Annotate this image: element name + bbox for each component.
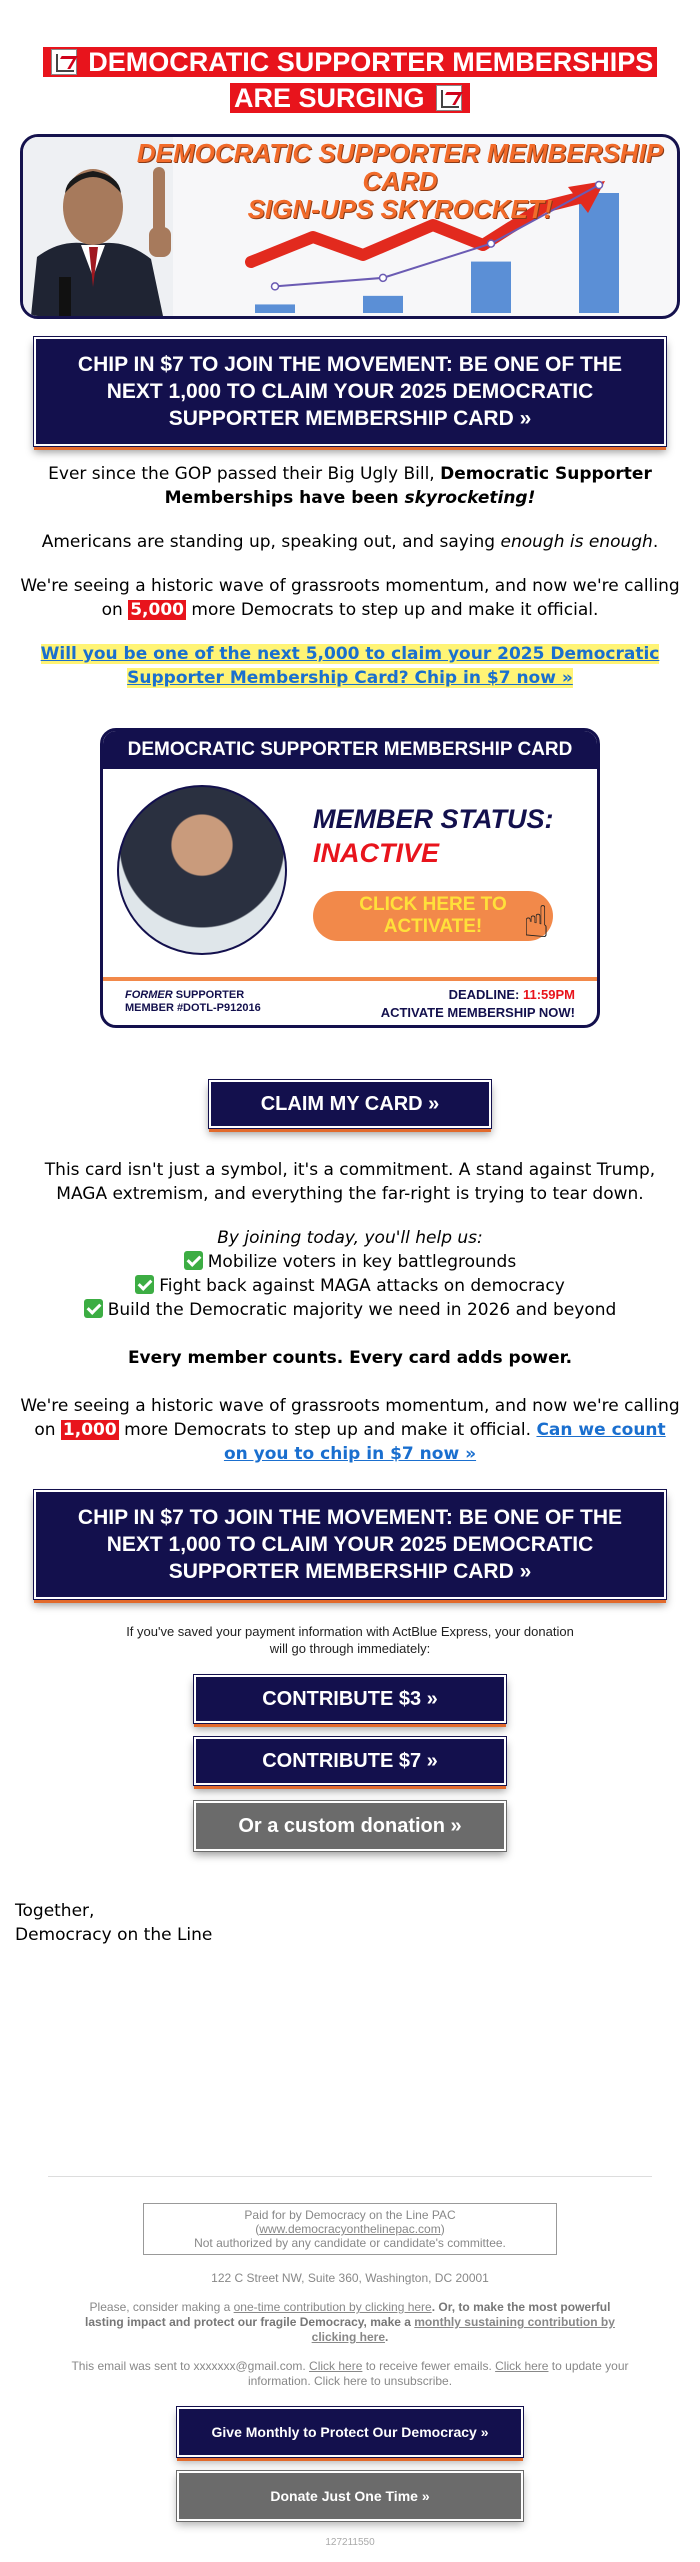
- fewer-emails-link[interactable]: Click here: [309, 2359, 363, 2373]
- intro-paragraph-2: Americans are standing up, speaking out, and saying enough is enough.: [41, 532, 659, 552]
- benefits-list: [20, 1250, 680, 1322]
- chart-increasing-icon: [51, 49, 77, 75]
- count-on-you-link[interactable]: Can we count on you to chip in $7 now »: [223, 1420, 666, 1464]
- headline-text: DEMOCRATIC SUPPORTER MEMBERSHIPS ARE SURGING: [80, 47, 654, 113]
- card-activate-now: ACTIVATE MEMBERSHIP NOW!: [380, 1005, 575, 1020]
- card-deadline: DEADLINE: 11:59PM: [448, 987, 575, 1002]
- hero-banner-image[interactable]: [20, 134, 680, 319]
- cta-join-button-top[interactable]: CHIP IN $7 TO JOIN THE MOVEMENT: BE ONE OF THE NEXT 1,000 TO CLAIM YOUR 2025 DEMOCRATIC SUPPORTER MEMBERSHIP CARD »: [34, 337, 666, 446]
- footer-code: 127211550: [325, 2537, 375, 2548]
- pac-website-link[interactable]: www.democracyonthelinepac.com: [259, 2222, 441, 2236]
- check-mark-icon: [135, 1275, 154, 1294]
- membership-card-image[interactable]: [74, 716, 626, 1060]
- signoff: Together, Democracy on the Line: [15, 1899, 685, 1947]
- hero-bar: [255, 304, 295, 313]
- chart-increasing-icon: [436, 85, 462, 111]
- member-status-value: INACTIVE: [313, 838, 440, 868]
- hero-point: [380, 274, 387, 281]
- list-item: Mobilize voters in key battlegrounds: [20, 1250, 680, 1274]
- card-divider: [103, 977, 597, 981]
- check-mark-icon: [84, 1299, 103, 1318]
- footer: [0, 2176, 700, 2548]
- update-info-link[interactable]: Click here: [495, 2359, 549, 2373]
- hero-point: [272, 283, 279, 290]
- intro-link-paragraph: [20, 642, 680, 690]
- intro-section: [20, 462, 680, 690]
- footer-divider: [48, 2176, 652, 2177]
- commitment-paragraph-3: We're seeing a historic wave of grassroots momentum, and now we're calling on 1,000 more Democrats to step up and make it official. Can we count on you to chip in $7 now »: [20, 1396, 680, 1464]
- member-status-label: MEMBER STATUS:: [313, 804, 554, 834]
- joining-intro: By joining today, you'll help us:: [217, 1228, 483, 1248]
- one-time-contribution-link[interactable]: one-time contribution by clicking here: [233, 2300, 432, 2314]
- list-item: Build the Democratic majority we need in 2026 and beyond: [20, 1298, 680, 1322]
- claim-card-link[interactable]: Will you be one of the next 5,000 to claim your 2025 Democratic Supporter Membership Card? Chip in $7 now »: [40, 644, 660, 688]
- hero-bar: [363, 296, 403, 313]
- member-photo: [117, 785, 287, 955]
- goal-count-badge: 5,000: [130, 600, 184, 620]
- donate-once-button[interactable]: Donate Just One Time »: [177, 2471, 523, 2521]
- claim-my-card-button[interactable]: CLAIM MY CARD »: [209, 1080, 491, 1128]
- activate-pill: CLICK HERE TO ACTIVATE!: [313, 891, 553, 941]
- paid-for-box: Paid for by Democracy on the Line PAC (www.democracyonthelinepac.com) Not authorized by any candidate or candidate's committee.: [143, 2203, 557, 2255]
- member-counts-line: Every member counts. Every card adds power.: [127, 1348, 573, 1368]
- sender-name: Democracy on the Line: [15, 1925, 213, 1945]
- intro-paragraph-1: Ever since the GOP passed their Big Ugly Bill, Democratic Supporter Memberships have been skyrocketing!: [48, 464, 652, 508]
- hero-title-line1: DEMOCRATIC SUPPORTER MEMBERSHIP CARD: [136, 138, 664, 196]
- member-info: FORMER SUPPORTER MEMBER #DOTL-P912016: [125, 989, 261, 1014]
- give-monthly-button[interactable]: Give Monthly to Protect Our Democracy »: [177, 2407, 523, 2457]
- hero-title: [133, 139, 667, 223]
- goal-count-badge: 1,000: [62, 1420, 117, 1440]
- contribute-3-button[interactable]: CONTRIBUTE $3 »: [194, 1675, 506, 1723]
- pointer-hand-icon: ☝: [523, 897, 550, 948]
- commitment-section: [20, 1158, 680, 1466]
- commitment-paragraph: This card isn't just a symbol, it's a commitment. A stand against Trump, MAGA extremism, and everything the far-right is trying to tear down.: [44, 1160, 656, 1204]
- footer-address: 122 C Street NW, Suite 360, Washington, DC 20001: [211, 2271, 489, 2285]
- contribute-7-button[interactable]: CONTRIBUTE $7 »: [194, 1737, 506, 1785]
- hero-point: [488, 240, 495, 247]
- footer-email-info: This email was sent to xxxxxxx@gmail.com. Click here to receive fewer emails. Click here to update your information. Click here to unsubscribe.: [71, 2359, 629, 2388]
- actblue-note: If you've saved your payment information with ActBlue Express, your donation will go through immediately:: [126, 1624, 574, 1656]
- cta-join-button-bottom[interactable]: CHIP IN $7 TO JOIN THE MOVEMENT: BE ONE OF THE NEXT 1,000 TO CLAIM YOUR 2025 DEMOCRATIC SUPPORTER MEMBERSHIP CARD »: [34, 1490, 666, 1599]
- intro-paragraph-3: We're seeing a historic wave of grassroots momentum, and now we're calling on 5,000 more Democrats to step up and make it official.: [20, 576, 680, 620]
- monthly-contribution-link[interactable]: monthly sustaining contribution by clicking here: [311, 2315, 615, 2344]
- custom-donation-button[interactable]: Or a custom donation »: [194, 1801, 506, 1851]
- list-item: Fight back against MAGA attacks on democracy: [20, 1274, 680, 1298]
- hero-bar: [471, 262, 511, 313]
- card-header: DEMOCRATIC SUPPORTER MEMBERSHIP CARD: [103, 731, 597, 769]
- hero-title-line2: SIGN-UPS SKYROCKET!: [247, 194, 553, 224]
- membership-card: [100, 728, 600, 1028]
- footer-consider: Please, consider making a one-time contribution by clicking here. Or, to make the most powerful lasting impact and protect our fragile Democracy, make a monthly sustaining contribution by clicking here.: [85, 2300, 615, 2344]
- check-mark-icon: [184, 1251, 203, 1270]
- headline: [20, 44, 680, 116]
